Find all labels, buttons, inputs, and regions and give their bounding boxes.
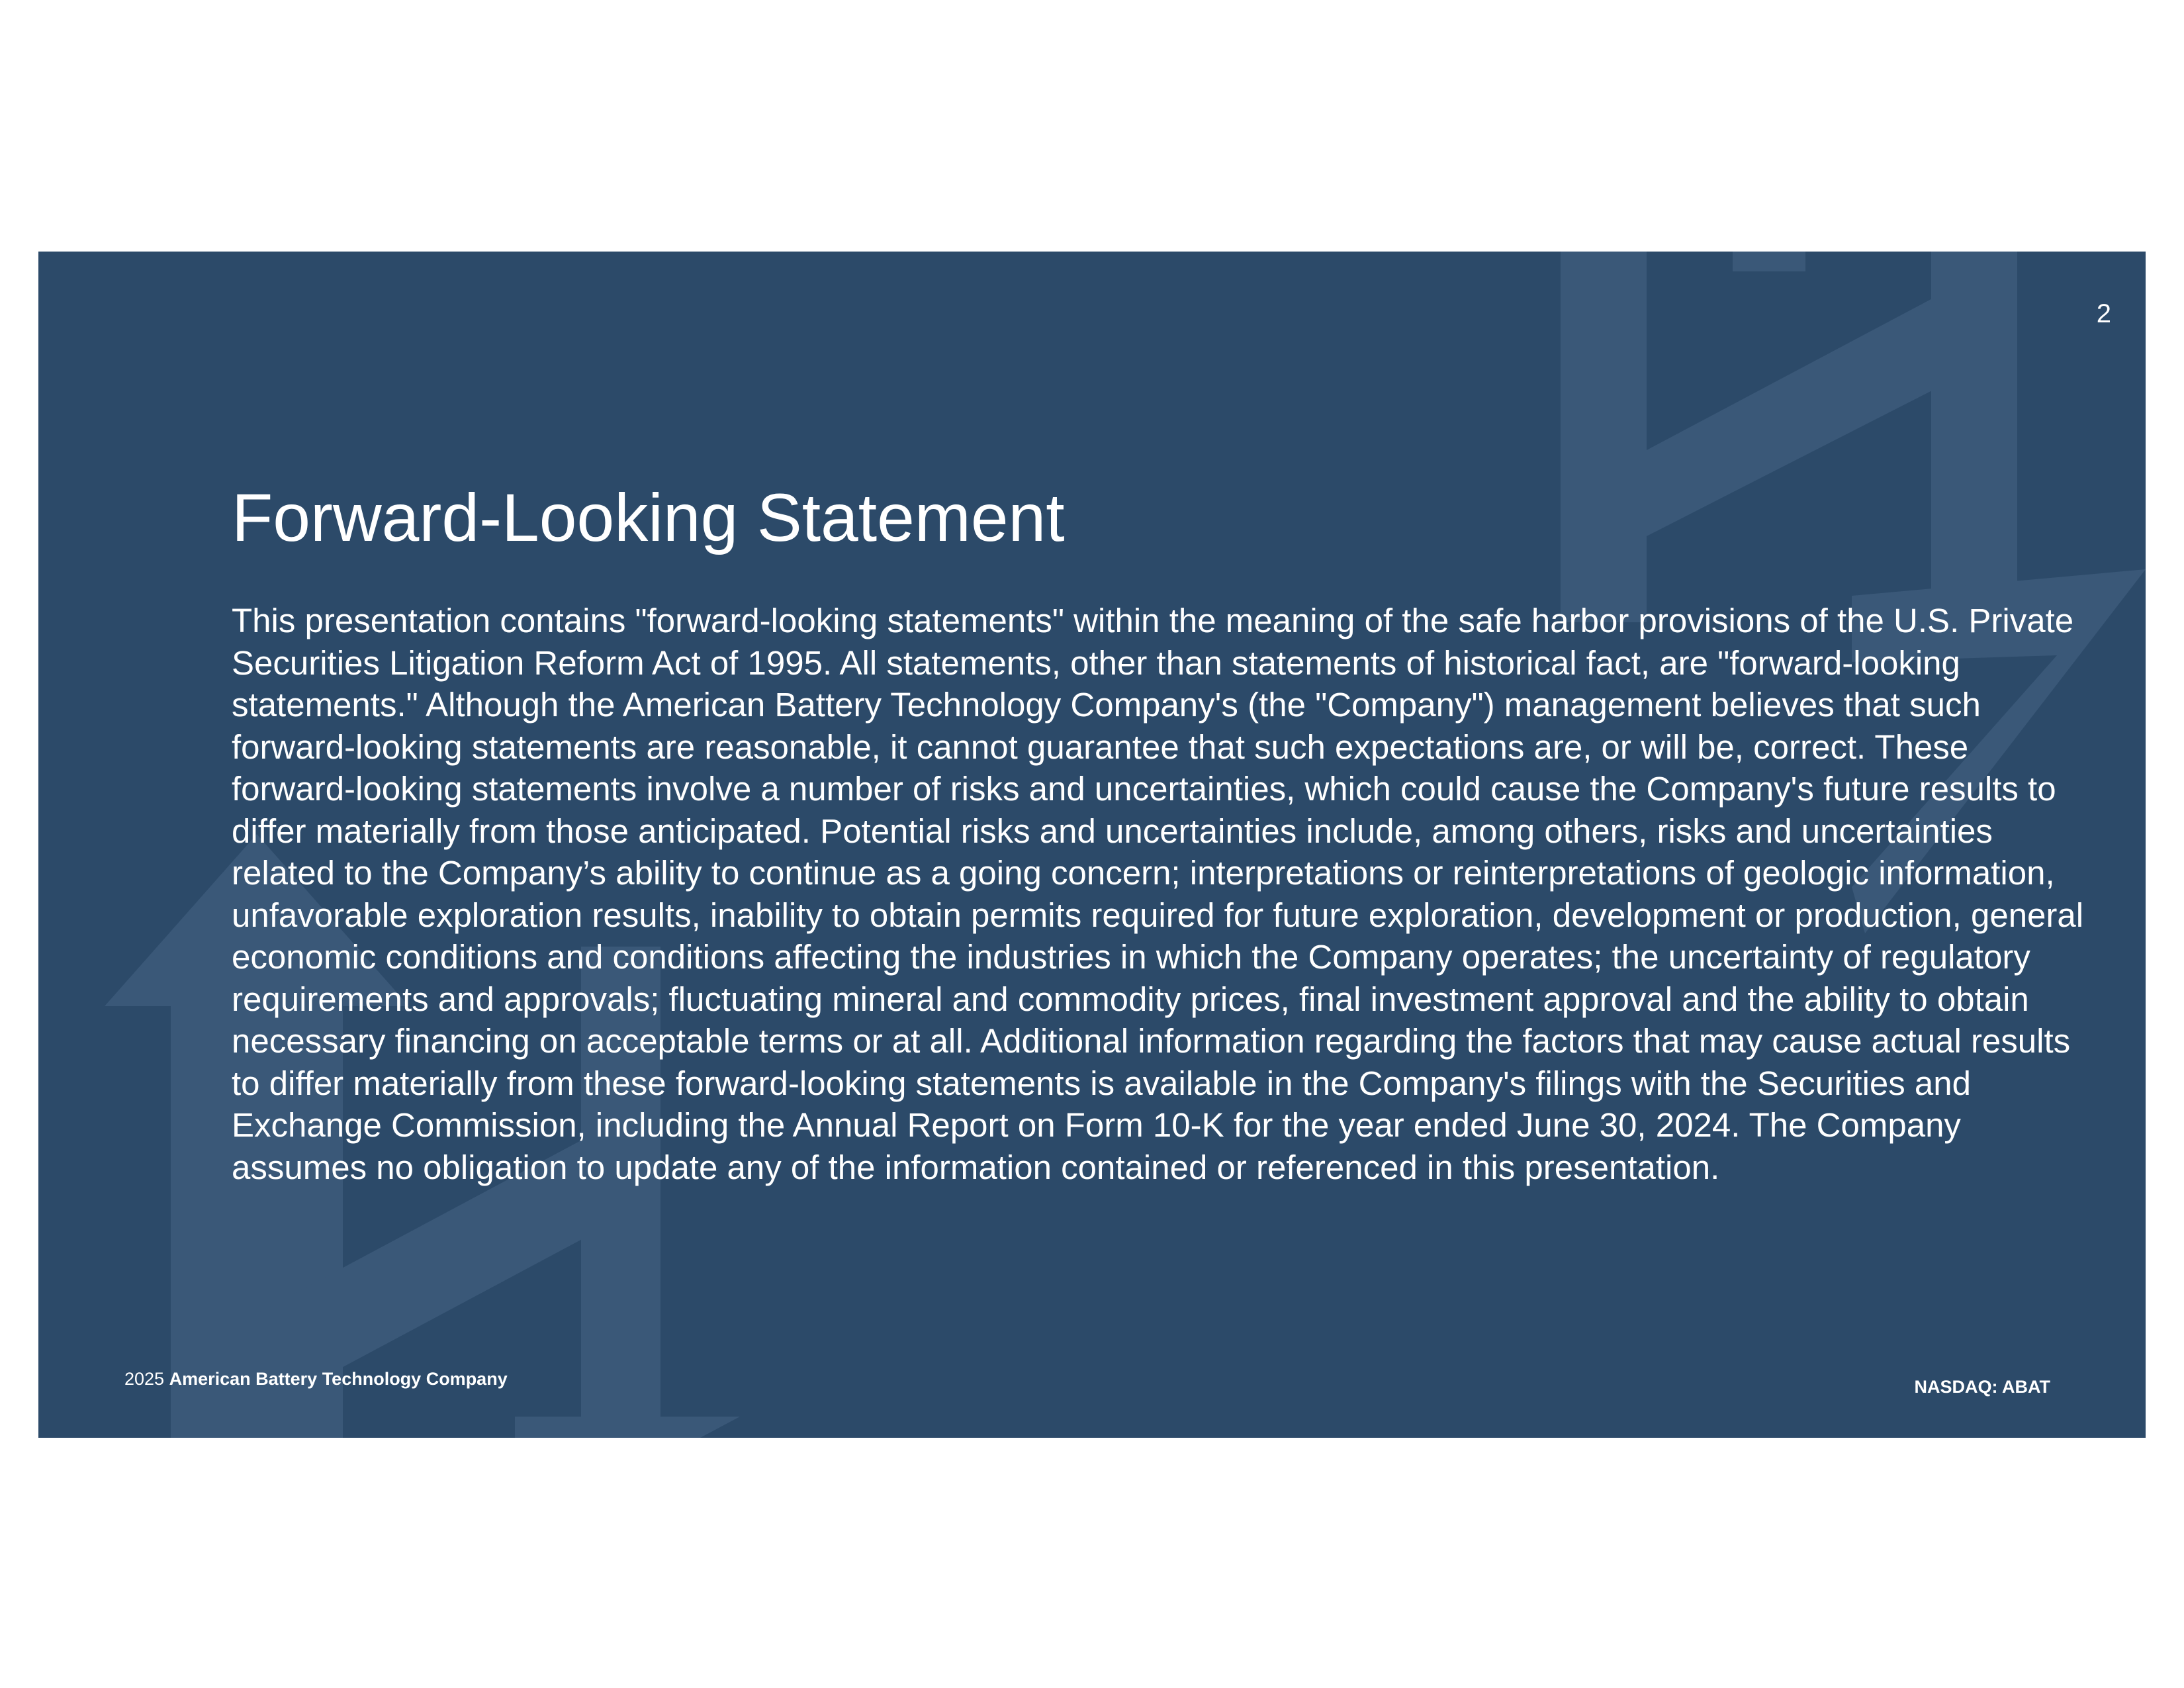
forward-looking-statement-text: This presentation contains "forward-looking statements" within the meaning of the safe harbor provisions of the U.S. Private Securities Litigation Reform Act of 1995. All statements, other than statements of historical fact, are "forward-looking statements." Although the American Battery Technology Company's (the "Company") management believes that such forward-looking statements are reasonable, it cannot guarantee that such expectations are, or will be, correct. These forward-looking statements involve a number of risks and uncertainties, which could cause the Company's future results to differ materially from those anticipated. Potential risks and uncertainties include, among others, risks and uncertainties related to the Company’s ability to continue as a going concern; interpretations or reinterpretations of geologic information, unfavorable exploration results, inability to obtain permits required for future exploration, development or production, general economic conditions and conditions affecting the industries in which the Company operates; the uncertainty of regulatory requirements and approvals; fluctuating mineral and commodity prices, final investment approval and the ability to obtain necessary financing on acceptable terms or at all. Additional information regarding the factors that may cause actual results to differ materially from these forward-looking statements is available in the Company's filings with the Securities and Exchange Commission, including the Annual Report on Form 10-K for the year ended June 30, 2024. The Company assumes no obligation to update any of the information contained or referenced in this presentation. (232, 602, 2084, 1186)
page-number: 2 (2096, 299, 2111, 328)
slide (38, 252, 2146, 1438)
footer-copyright (124, 1368, 508, 1390)
footer-ticker: NASDAQ: ABAT (1914, 1377, 2050, 1397)
slide-title: Forward-Looking Statement (232, 480, 1065, 555)
footer-year: 2025 (124, 1369, 165, 1389)
footer-company-name: American Battery Technology Company (169, 1369, 508, 1389)
